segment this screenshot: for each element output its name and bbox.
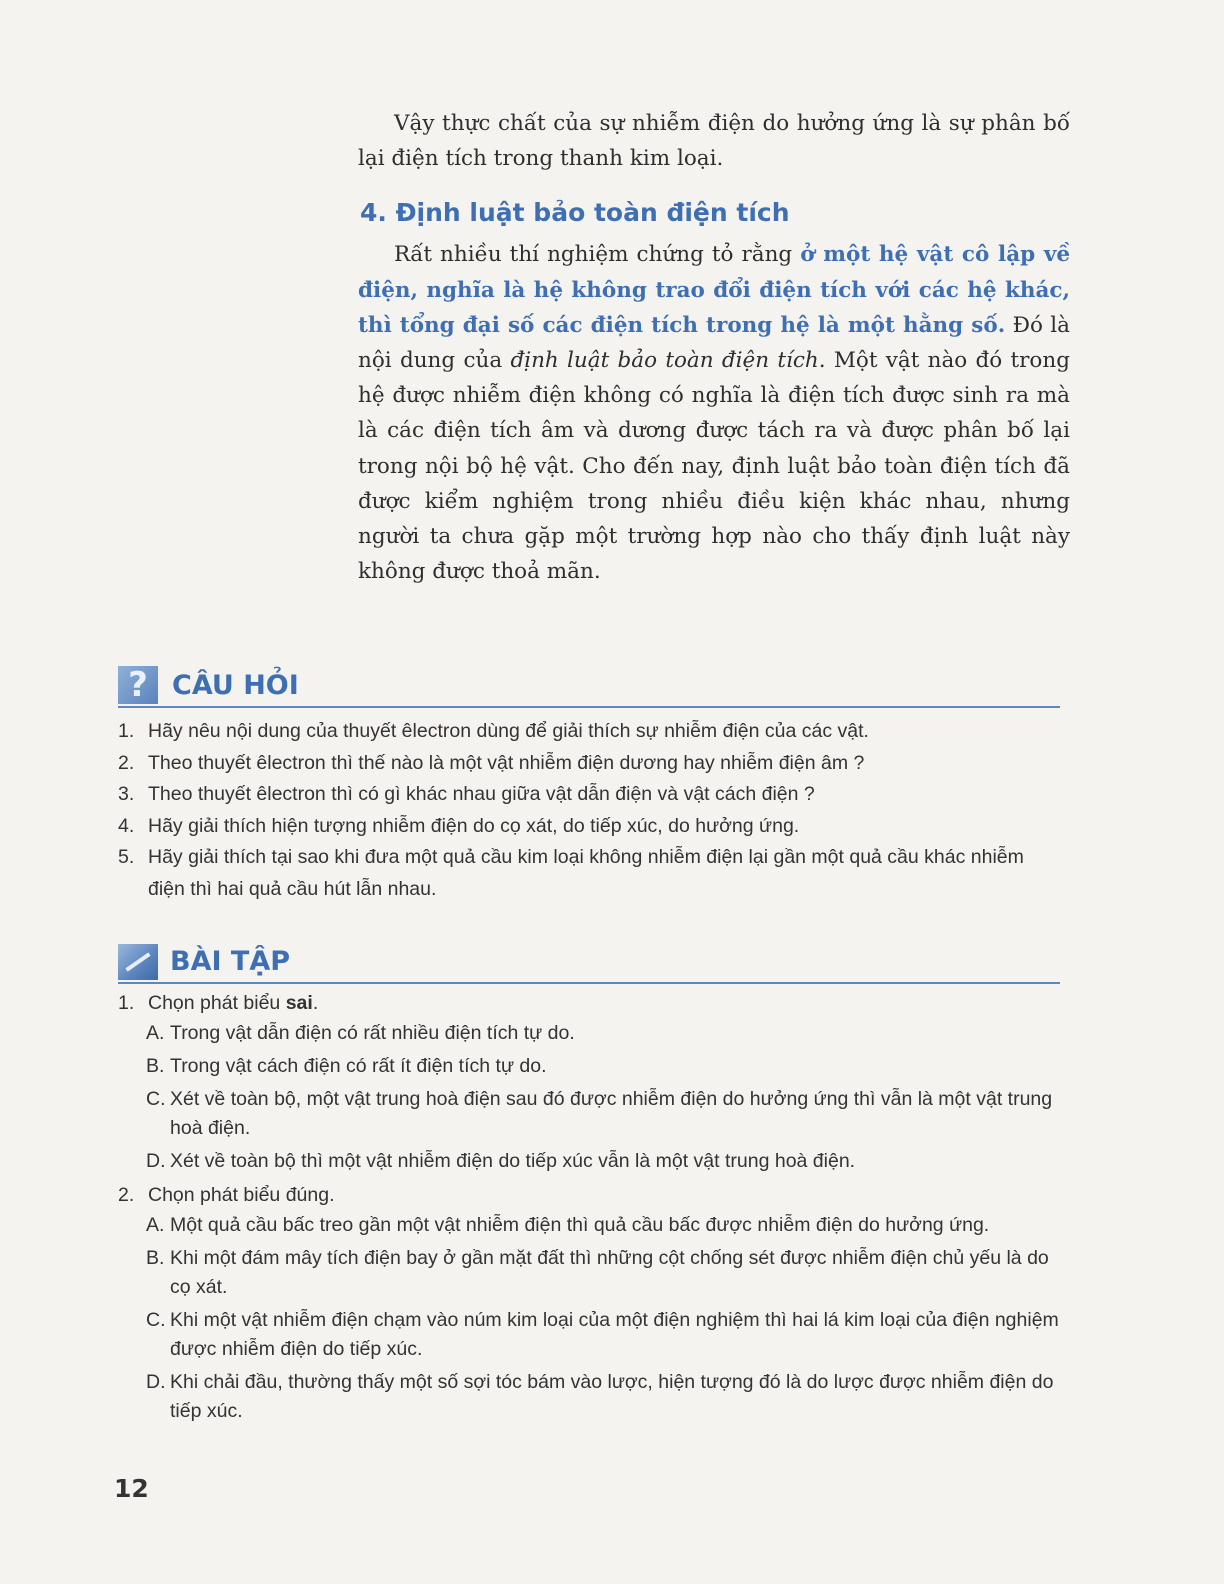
question-number: 1. — [118, 720, 135, 742]
option-a — [146, 1019, 1060, 1048]
pencil-paper-icon — [118, 944, 158, 980]
question-number: 4. — [118, 814, 135, 837]
section-4-text-before: Rất nhiều thí nghiệm chứng tỏ rằng — [394, 242, 801, 268]
question-mark-icon: ? — [118, 666, 158, 704]
exercise-2 — [118, 1180, 1060, 1426]
list-item — [118, 779, 1060, 811]
option-a — [146, 1211, 1060, 1240]
option-text: Một quả cầu bấc treo gần một vật nhiễm điện thì quả cầu bấc được nhiễm điện do hưởng ứng. — [170, 1214, 990, 1236]
prompt-after: . — [312, 992, 319, 1014]
option-d — [146, 1368, 1060, 1426]
option-label: B. — [146, 1247, 165, 1269]
question-text: Hãy nêu nội dung của thuyết êlectron dùng để giải thích sự nhiễm điện của các vật. — [148, 720, 869, 742]
prompt-keyword: sai — [285, 992, 313, 1014]
option-label: C. — [146, 1309, 166, 1331]
option-text: Xét về toàn bộ, một vật trung hoà điện sau đó được nhiễm điện do hưởng ứng thì vẫn là một vật trung hoà điện. — [170, 1088, 1053, 1139]
option-text: Xét về toàn bộ thì một vật nhiễm điện do tiếp xúc vẫn là một vật trung hoà điện. — [170, 1150, 856, 1172]
exercises-section — [118, 938, 1060, 1430]
intro-paragraph: Vậy thực chất của sự nhiễm điện do hưởng ứng là sự phân bố lại điện tích trong thanh kim loại. — [358, 111, 1070, 172]
section-4-heading: 4. Định luật bảo toàn điện tích — [360, 198, 790, 228]
questions-list — [118, 716, 1060, 905]
section-4-text-after: . Một vật nào đó trong hệ được nhiễm điện không có nghĩa là điện tích được sinh ra mà là các điện tích âm và dương được tách ra và được phân bố lại trong nội bộ hệ vật. Cho đến nay, định luật bảo toàn điện tích đã được kiểm nghiệm trong nhiều điều kiện khác nhau, nhưng người ta chưa gặp một trường hợp nào cho thấy định luật này không được thoả mãn. — [358, 348, 1070, 585]
questions-header — [118, 662, 1060, 708]
conservation-law-highlight: ở một hệ vật cô lập về điện, nghĩa là hệ không trao đổi điện tích với các hệ khác, thì tổng đại số các điện tích trong hệ là một hằng số. — [358, 242, 1070, 338]
question-text: Theo thuyết êlectron thì thế nào là một vật nhiễm điện dương hay nhiễm điện âm ? — [148, 751, 865, 774]
list-item — [118, 811, 1060, 843]
prompt-before: Chọn phát biểu — [148, 992, 286, 1014]
exercises-title: BÀI TẬP — [170, 946, 291, 977]
list-item — [118, 842, 1060, 905]
option-label: C. — [146, 1088, 166, 1110]
law-name-italic: định luật bảo toàn điện tích — [510, 348, 819, 374]
option-b — [146, 1052, 1060, 1081]
exercise-1-prompt — [118, 988, 1060, 1019]
exercise-1-options — [118, 1019, 1060, 1176]
section-4-paragraph — [358, 237, 1070, 589]
exercise-2-prompt — [118, 1180, 1060, 1211]
option-c — [146, 1085, 1060, 1143]
questions-title: CÂU HỎI — [172, 670, 299, 701]
option-text: Khi một đám mây tích điện bay ở gần mặt đất thì những cột chống sét được nhiễm điện chủ yếu là do cọ xát. — [170, 1247, 1049, 1298]
page-number: 12 — [114, 1474, 149, 1503]
question-text: Hãy giải thích hiện tượng nhiễm điện do cọ xát, do tiếp xúc, do hưởng ứng. — [148, 814, 800, 837]
option-text: Trong vật cách điện có rất ít điện tích tự do. — [170, 1055, 547, 1077]
option-label: B. — [146, 1055, 165, 1077]
option-label: A. — [146, 1022, 165, 1044]
exercises-header — [118, 938, 1060, 984]
option-label: D. — [146, 1371, 166, 1393]
option-label: D. — [146, 1150, 166, 1172]
option-text: Khi một vật nhiễm điện chạm vào núm kim loại của một điện nghiệm thì hai lá kim loại của điện nghiệm được nhiễm điện do tiếp xúc. — [170, 1309, 1059, 1360]
question-number: 5. — [118, 846, 135, 868]
question-text: Theo thuyết êlectron thì có gì khác nhau giữa vật dẫn điện và vật cách điện ? — [148, 783, 815, 805]
exercises-list — [118, 988, 1060, 1426]
list-item — [118, 716, 1060, 748]
question-number: 2. — [118, 751, 135, 774]
main-text-block — [358, 106, 1070, 589]
option-b — [146, 1244, 1060, 1302]
exercise-2-prompt-text: Chọn phát biểu đúng. — [148, 1184, 335, 1206]
exercise-number: 1. — [118, 992, 135, 1014]
list-item — [118, 748, 1060, 780]
exercise-1 — [118, 988, 1060, 1176]
exercise-number: 2. — [118, 1184, 135, 1206]
exercise-2-options — [118, 1211, 1060, 1426]
questions-section — [118, 662, 1060, 905]
question-text: Hãy giải thích tại sao khi đưa một quả cầu kim loại không nhiễm điện lại gần một quả cầu khác nhiễm điện thì hai quả cầu hút lẫn nhau. — [148, 846, 1024, 900]
question-number: 3. — [118, 783, 135, 805]
option-text: Khi chải đầu, thường thấy một số sợi tóc bám vào lược, hiện tượng đó là do lược được nhiễm điện do tiếp xúc. — [170, 1371, 1054, 1422]
option-text: Trong vật dẫn điện có rất nhiều điện tích tự do. — [170, 1022, 575, 1044]
exercise-1-prompt-text — [148, 988, 1060, 1019]
option-c — [146, 1306, 1060, 1364]
option-d — [146, 1147, 1060, 1176]
option-label: A. — [146, 1214, 165, 1236]
section-4-text-mid: Đó là nội dung của — [358, 312, 1070, 374]
